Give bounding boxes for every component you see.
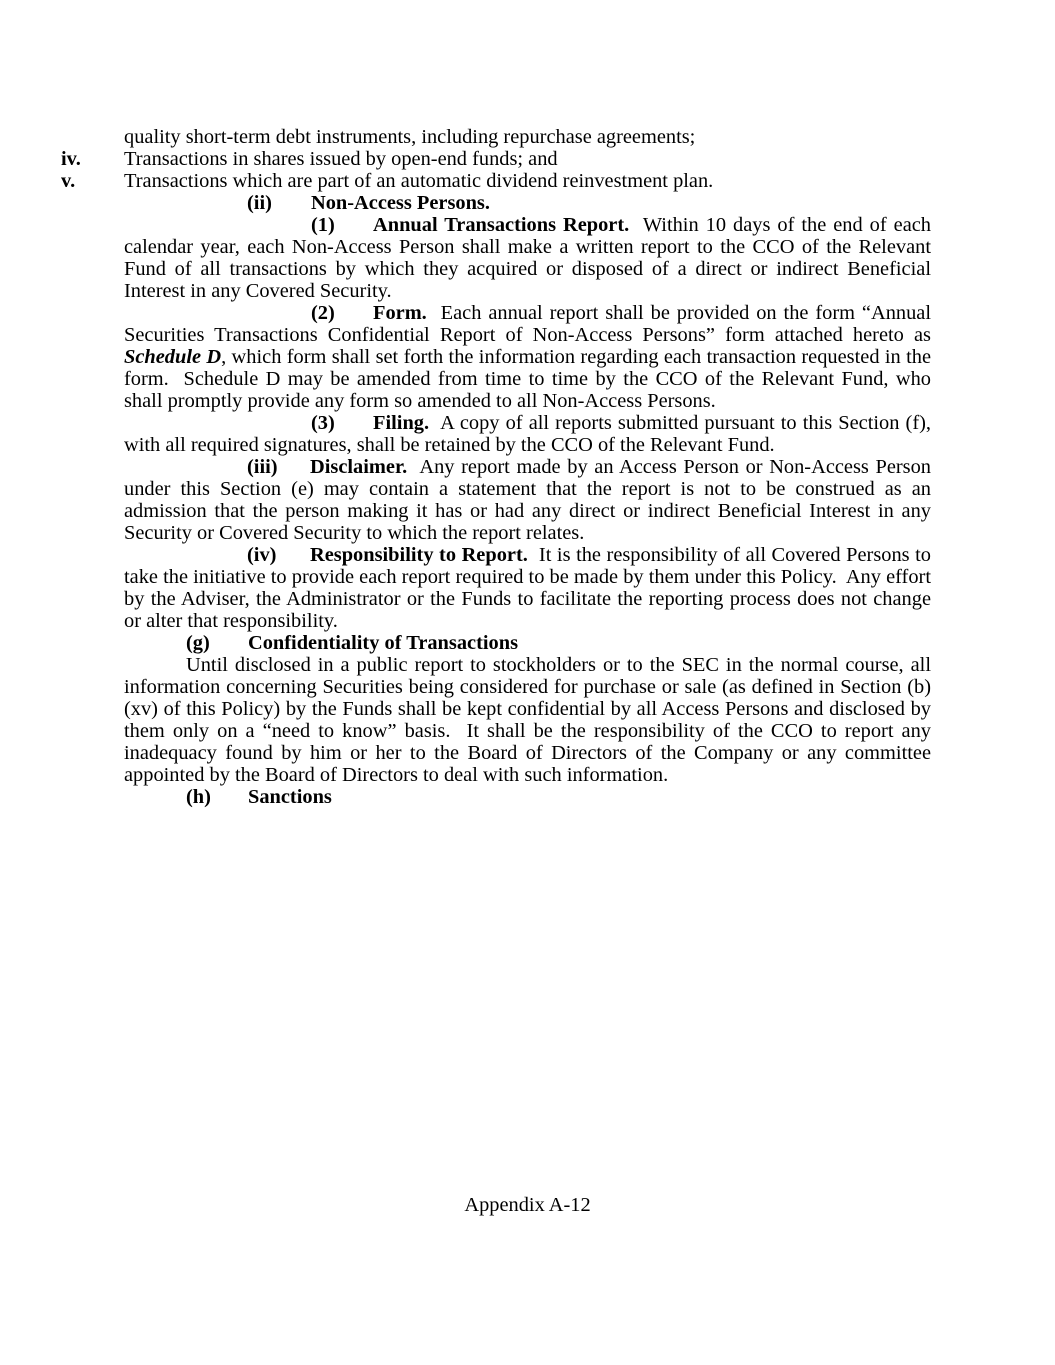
schedule-d-reference: Schedule D [124,346,222,368]
paragraph-iv [124,544,931,632]
paragraph-body: Each annual report shall be provided on the form “Annual Securities Transactions Confidential Report of Non-Access Persons” form attached hereto as [124,302,931,346]
paragraph-marker: (2) [311,302,335,324]
heading-marker: (g) [186,632,210,654]
paragraph-title: Filing. [373,412,430,434]
paragraph-body: Until disclosed in a public report to stockholders or to the SEC in the normal course, all information concerning Securities being considered for purchase or sale (as defined in Section (b)(xv) of this Policy) by the Funds shall be kept confidential by all Access Persons and disclosed by them only on a “need to know” basis. It shall be the responsibility of the CCO to report any inadequacy found by him or her to the Board of Directors of the Company or any committee appointed by the Board of Directors to deal with such information. [124,654,931,786]
paragraph-body: Within 10 days of the end of each calendar year, each Non-Access Person shall make a written report to the CCO of the Relevant Fund of all transactions by which they acquired or disposed of a direct or indirect Beneficial Interest in any Covered Security. [124,214,932,302]
page-footer: Appendix A-12 [464,1194,591,1216]
paragraph-3 [124,412,931,456]
heading-marker: (h) [186,786,211,808]
list-item-text: Transactions in shares issued by open-end funds; and [124,148,558,170]
paragraph-body: A copy of all reports submitted pursuant to this Section (f), with all required signatures, shall be retained by the CCO of the Relevant Fund. [124,412,931,456]
paragraph-title: Responsibility to Report. [310,544,528,566]
paragraph-marker: (1) [311,214,335,236]
paragraph-body: , which form shall set forth the information regarding each transaction requested in the form. Schedule D may be amended from time to time by the CCO of the Relevant Fund, who shall promptly provide any form so amended to all Non-Access Persons. [124,346,931,412]
list-item-iv [61,148,931,170]
paragraph-1 [124,214,931,302]
list-item-text: Transactions which are part of an automatic dividend reinvestment plan. [124,170,714,192]
section-heading-g [186,632,931,654]
heading-label: Non-Access Persons. [311,192,490,214]
list-item-text: quality short-term debt instruments, including repurchase agreements; [124,126,696,148]
paragraph-iii [124,456,931,544]
section-heading-h [186,786,931,808]
heading-label: Sanctions [248,786,332,808]
paragraph-marker: (3) [311,412,335,434]
heading-marker: (ii) [247,192,272,214]
paragraph-g [124,654,931,786]
list-marker: iv. [61,148,81,170]
paragraph-body: Any report made by an Access Person or Non-Access Person under this Section (e) may contain a statement that the report is not to be construed as an admission that the person making it has or had any direct or indirect Beneficial Interest in any Security or Covered Security to which the report relates. [124,456,931,544]
list-item-continuation [124,126,931,148]
heading-label: Confidentiality of Transactions [248,632,519,654]
section-heading-ii [247,192,931,214]
paragraph-marker: (iv) [247,544,277,566]
paragraph-body: It is the responsibility of all Covered Persons to take the initiative to provide each report required to be made by them under this Policy. Any effort by the Adviser, the Administrator or the Funds to facilitate the reporting process does not change or alter that responsibility. [124,544,931,632]
paragraph-marker: (iii) [247,456,278,478]
paragraph-2 [124,302,931,412]
list-marker: v. [61,170,76,192]
list-item-v [61,170,931,192]
paragraph-title: Annual Transactions Report. [373,214,630,236]
paragraph-title: Form. [373,302,427,324]
paragraph-title: Disclaimer. [310,456,408,478]
